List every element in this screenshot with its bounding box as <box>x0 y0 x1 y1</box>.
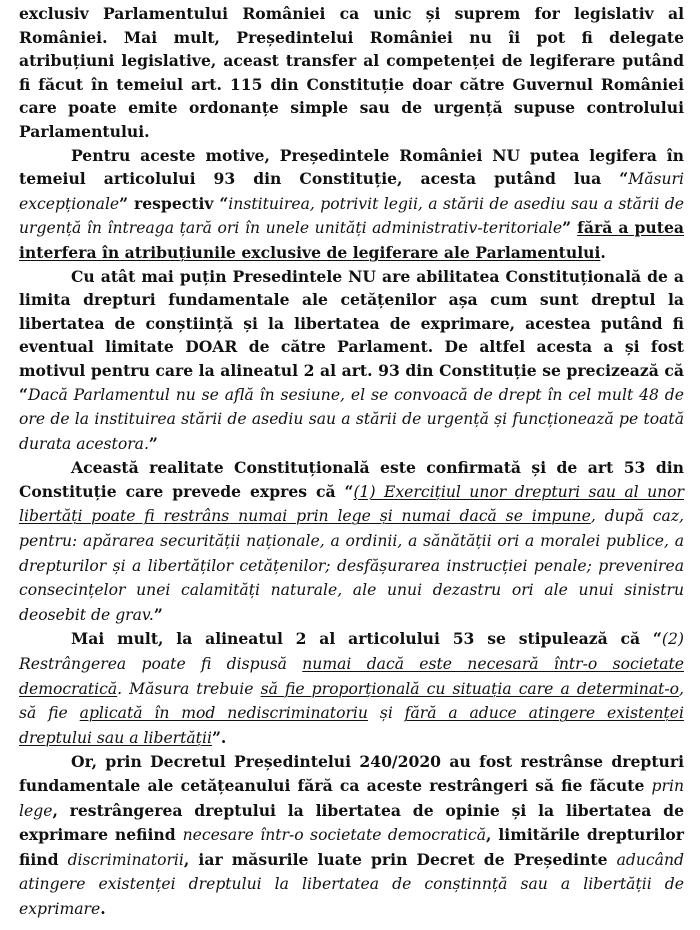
paragraph <box>19 265 684 457</box>
text-run: . <box>600 242 606 262</box>
paragraph <box>19 144 684 265</box>
text-run: aplicată în mod nediscriminatoriu <box>79 704 368 723</box>
text-run: și <box>367 704 405 723</box>
text-run: (2) Restrângerea poate fi dispusă <box>19 630 684 674</box>
text-run: Dacă Parlamentul nu se află în sesiune, el se convoacă de drept în cel mult 48 de ore de la instituirea stării de asediu sau a stării de urgență și funcționează pe toată durata acestora. <box>19 385 684 453</box>
text-run: ” <box>153 604 163 624</box>
text-run: . <box>100 898 106 918</box>
text-run: ” <box>562 218 578 238</box>
text-run: Mai mult, la alineatul 2 al articolului 53 se stipulează că “ <box>71 629 662 649</box>
text-run: Cu atât mai puțin Presedintele NU are abilitatea Constituțională de a limita drepturi fundamentale ale cetățenilor așa cum sunt dreptul la libertatea de conștiință și la libertatea de exprimare, acestea putând fi eventual limitate DOAR de către Parlament. De altfel acesta a și fost motivul pentru care la alineatul 2 al art. 93 din Constituție se precizează că “ <box>19 266 684 404</box>
text-run: ” <box>148 433 158 453</box>
text-run: , iar măsurile luate prin Decret de Președinte <box>183 849 617 869</box>
text-run: , după caz, pentru: apărarea securității naționale, a ordinii, a sănătății ori a moralei publice, a drepturilor și a libertăților cetățenilor; desfășurarea instrucției penale; prevenirea consecințelor unei calamități naturale, ale unui dezastru ori ale unui sinistru deosebit de grav. <box>19 507 684 624</box>
paragraph <box>19 456 684 627</box>
text-run: ” respectiv “ <box>119 193 229 213</box>
text-run: Pentru aceste motive, Președintele României NU putea legifera în temeiul articolului 93 din Constituție, acesta putând lua “ <box>19 145 684 189</box>
text-run: necesare într-o societate democratică <box>182 826 487 845</box>
paragraph <box>19 627 684 750</box>
text-run: , limitările drepturilor fiind <box>19 825 685 869</box>
text-run: Măsuri excepționale <box>19 170 684 213</box>
text-run: instituirea, potrivit legii, a stării de asediu sau a stării de urgență în întreaga țară ori în unele unități administrativ-teritoriale <box>19 194 684 238</box>
text-run: Această realitate Constituțională este confirmată și de art 53 din Constituție care prevede expres că “ <box>19 458 684 501</box>
text-run: fără a aduce atingere existenței dreptului sau a libertății <box>19 704 685 747</box>
text-run: . Măsura trebuie <box>117 679 261 698</box>
text-run: , să fie <box>19 679 685 723</box>
text-run: ”. <box>211 727 227 747</box>
text-run: fără a putea interfera în atribuțiunile exclusive de legiferare ale Parlamentului <box>19 218 684 262</box>
text-run: discriminatorii <box>67 850 184 869</box>
text-run: aducând atingere existenței dreptului la libertatea de conștinnță sau a libertății de exprimare <box>19 850 684 918</box>
paragraph <box>19 2 684 144</box>
text-run: exclusiv Parlamentului României ca unic și suprem for legislativ al României. Mai mult, Președintelui României nu îi pot fi delegate atribuțiuni legislative, aceast transfer al competenței de legiferare putând fi făcut în temeiul art. 115 din Constituție doar către Guvernul României care poate emite ordonanțe simple sau de urgență supuse controlului Parlamentului. <box>19 4 684 141</box>
text-run: , restrângerea dreptului la libertatea de opinie și la libertatea de exprimare nefiind <box>19 800 684 845</box>
text-run: prin lege <box>19 777 684 820</box>
text-run: (1) Exercițiul unor drepturi sau al unor libertăți poate fi restrâns numai prin lege și numai dacă se impune <box>19 482 684 526</box>
paragraph <box>19 750 684 921</box>
text-run: Or, prin Decretul Președintelui 240/2020 au fost restrânse drepturi fundamentale ale cetățeanului fără ca aceste restrângeri să fie făcute <box>19 752 684 795</box>
text-run: numai dacă este necesară într-o societate democratică <box>19 655 684 698</box>
text-run: să fie proporțională cu situația care a determinat-o <box>260 679 680 698</box>
